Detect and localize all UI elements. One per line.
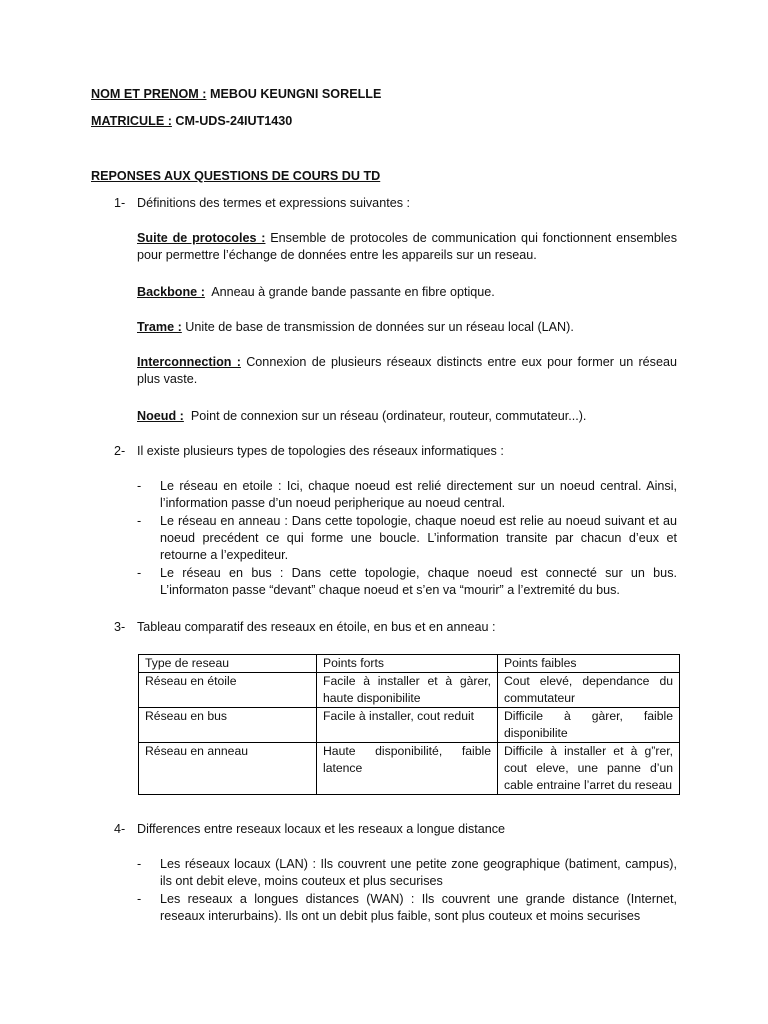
table-header-row: [139, 655, 680, 673]
definition-term: Backbone :: [137, 285, 205, 299]
table-cell: Facile à installer, cout reduit: [317, 708, 498, 743]
topology-ring-item: Le réseau en anneau : Dans cette topologie, chaque noeud est relie au noeud suivant et au noeud precédent ce qui forme une boucle. L’information transite par chacun d’eux et retourne a l’expediteur.: [160, 514, 677, 562]
q4-number: 4-: [114, 822, 126, 836]
table-row: [139, 743, 680, 795]
definition-term: Interconnection :: [137, 355, 241, 369]
bullet-dash: -: [137, 857, 142, 871]
table-header-cell: Points faibles: [498, 655, 680, 673]
q1-number: 1-: [114, 196, 126, 210]
definition-text: Point de connexion sur un réseau (ordinateur, routeur, commutateur...).: [183, 409, 587, 423]
table-cell: Réseau en étoile: [139, 673, 317, 708]
definition-interconnection: [137, 354, 677, 388]
topology-star-item: Le réseau en etoile : Ici, chaque noeud est relié directement sur un noeud central. Ainsi, l’information passe d’un noeud peripherique au noeud central.: [160, 479, 677, 510]
table-row: [139, 708, 680, 743]
table-row: [139, 673, 680, 708]
bullet-dash: -: [137, 892, 142, 906]
definition-suite-protocoles: [137, 230, 677, 264]
table-cell: Facile à installer et à gàrer, haute disponibilite: [317, 673, 498, 708]
definition-trame: [137, 319, 677, 336]
name-label: NOM ET PRENOM :: [91, 87, 207, 101]
wan-item: Les reseaux a longues distances (WAN) : Ils couvrent une grande distance (Internet, reseaux interurbains). Ils ont un debit plus faible, sont plus couteux et moins securises: [160, 892, 677, 923]
definition-term: Suite de protocoles :: [137, 231, 266, 245]
q2-number: 2-: [114, 444, 126, 458]
matricule-value: CM-UDS-24IUT1430: [175, 114, 293, 128]
comparison-table: [138, 654, 680, 795]
definition-term: Trame :: [137, 320, 182, 334]
definition-backbone: [137, 284, 677, 301]
definition-term: Noeud :: [137, 409, 184, 423]
definition-text: Connexion de plusieurs réseaux distincts entre eux pour former un réseau plus vaste.: [137, 355, 677, 386]
table-cell: Difficile à installer et à g”rer, cout eleve, une panne d’un cable entraine l’arret du reseau: [498, 743, 680, 795]
table-header-cell: Type de reseau: [139, 655, 317, 673]
section-title: REPONSES AUX QUESTIONS DE COURS DU TD: [91, 169, 381, 183]
table-cell: Réseau en anneau: [139, 743, 317, 795]
definition-text: Ensemble de protocoles de communication qui fonctionnent ensembles pour permettre l’échange de données entre les appareils sur un reseau.: [137, 231, 677, 262]
name-value: MEBOU KEUNGNI SORELLE: [209, 87, 382, 101]
lan-item: Les réseaux locaux (LAN) : Ils couvrent une petite zone geographique (batiment, campus), ils ont debit eleve, moins couteux et plus securises: [160, 857, 677, 888]
topology-bus-item: Le réseau en bus : Dans cette topologie, chaque noeud est connecté sur un bus. L’informaton passe “devant” chaque noeud et s’en va “mourir” a l’extremité du bus.: [160, 566, 677, 597]
name-line: [91, 86, 381, 103]
matricule-label: MATRICULE :: [91, 114, 172, 128]
table-header-cell: Points forts: [317, 655, 498, 673]
bullet-dash: -: [137, 566, 142, 580]
definition-text: Anneau à grande bande passante en fibre optique.: [204, 285, 495, 299]
bullet-dash: -: [137, 514, 142, 528]
table-cell: Haute disponibilité, faible latence: [317, 743, 498, 795]
definition-text: Unite de base de transmission de données sur un réseau local (LAN).: [181, 320, 574, 334]
q2-text: Il existe plusieurs types de topologies des réseaux informatiques :: [137, 444, 504, 458]
q3-text: Tableau comparatif des reseaux en étoile, en bus et en anneau :: [137, 620, 496, 634]
matricule-line: [91, 113, 292, 130]
table-cell: Cout elevé, dependance du commutateur: [498, 673, 680, 708]
table-cell: Réseau en bus: [139, 708, 317, 743]
q1-text: Définitions des termes et expressions suivantes :: [137, 196, 410, 210]
q4-text: Differences entre reseaux locaux et les reseaux a longue distance: [137, 822, 506, 836]
definition-noeud: [137, 408, 677, 425]
bullet-dash: -: [137, 479, 142, 493]
q3-number: 3-: [114, 620, 126, 634]
table-cell: Difficile à gàrer, faible disponibilite: [498, 708, 680, 743]
